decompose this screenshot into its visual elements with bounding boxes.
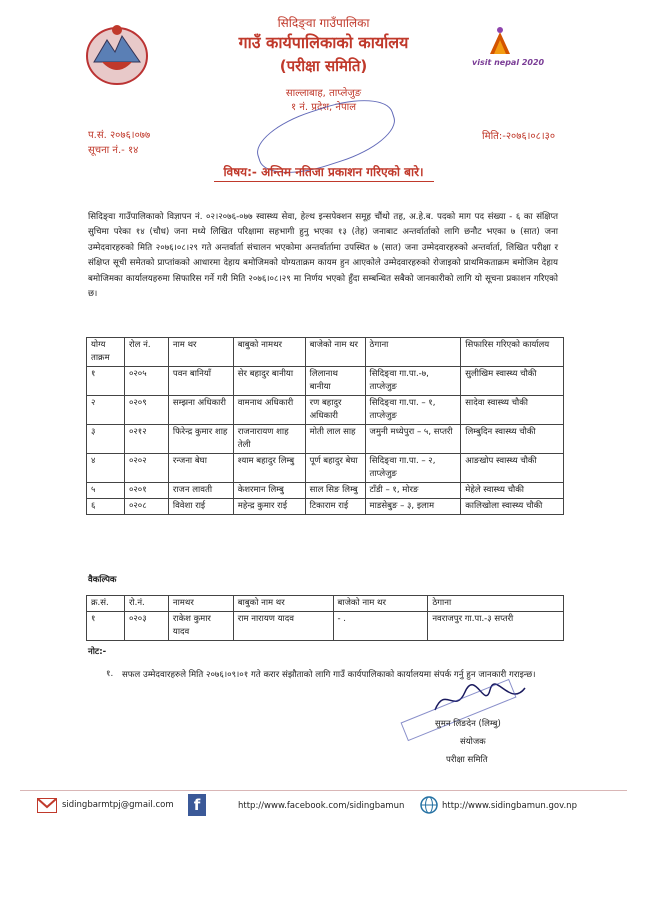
signatory-committee: परीक्षा समिति <box>446 755 488 765</box>
cell-name: राकेश कुमार यादव <box>168 612 233 641</box>
results-table <box>86 337 564 515</box>
col-header-grandfather: बाजेको नाम थर <box>333 596 428 612</box>
cell-office: सादेवा स्वास्थ्य चौकी <box>461 396 564 425</box>
col-header-name: नाम थर <box>168 338 233 367</box>
province-line: १ नं. प्रदेश, नेपाल <box>290 102 357 113</box>
cell-father: राजनारायण शाह तेली <box>233 425 305 454</box>
cell-name: विवेशा राई <box>168 499 233 515</box>
committee-title: (परीक्षा समिति) <box>279 57 368 75</box>
col-header-grandfather: बाजेको नाम थर <box>305 338 365 367</box>
subject-line: विषय:- अन्तिम नतिजा प्रकाशन गरिएको बारे। <box>223 165 424 179</box>
cell-name: फिरेन्द्र कुमार शाह <box>168 425 233 454</box>
col-header-office: सिफारिस गरिएको कार्यालय <box>461 338 564 367</box>
note-item-number: १. <box>106 669 114 679</box>
cell-rank: १ <box>87 367 125 396</box>
cell-father: राम नारायण यादव <box>233 612 333 641</box>
cell-grandfather: साल सिङ लिम्बु <box>305 483 365 499</box>
table-row <box>87 499 564 515</box>
cell-father: महेन्द्र कुमार राई <box>233 499 305 515</box>
municipality-name: सिदिङ्वा गाउँपालिका <box>277 16 370 30</box>
table-row <box>87 396 564 425</box>
col-header-father: बाबुको नाम थर <box>233 596 333 612</box>
cell-name: पवन बानियाँ <box>168 367 233 396</box>
table-row <box>87 454 564 483</box>
cell-grandfather: रण बहादुर अधिकारी <box>305 396 365 425</box>
cell-office: मेहेले स्वास्थ्य चौकी <box>461 483 564 499</box>
gmail-icon <box>37 798 57 813</box>
globe-icon <box>420 796 438 814</box>
cell-roll: ०२०१ <box>124 483 168 499</box>
cell-roll: ०२०३ <box>124 612 168 641</box>
col-header-address: ठेगाना <box>365 338 461 367</box>
cell-grandfather: टिकाराम राई <box>305 499 365 515</box>
col-header-rank: योग्य ताक्रम <box>87 338 125 367</box>
col-header-address: ठेगाना <box>428 596 564 612</box>
col-header-roll: रोल नं. <box>124 338 168 367</box>
table-row <box>87 483 564 499</box>
note-label: नोट:- <box>88 647 107 657</box>
cell-grandfather: - . <box>333 612 428 641</box>
cell-office: सुलीखिम स्वास्थ्य चौकी <box>461 367 564 396</box>
signatory-role: संयोजक <box>460 737 486 747</box>
table-header-row <box>87 596 564 612</box>
footer-email[interactable]: sidingbarmtpj@gmail.com <box>62 800 174 810</box>
cell-office: कालिखोला स्वास्थ्य चौकी <box>461 499 564 515</box>
office-title: गाउँ कार्यपालिकाको कार्यालय <box>238 33 409 52</box>
col-header-father: बाबुको नामथर <box>233 338 305 367</box>
cell-grandfather: पूर्ण बहादुर बेघा <box>305 454 365 483</box>
alternate-label: वैकल्पिक <box>88 575 117 585</box>
reference-block <box>88 128 150 158</box>
cell-address: सिदिङ्वा गा.पा. – २, ताप्लेजुङ <box>365 454 461 483</box>
cell-office: आङखोप स्वास्थ्य चौकी <box>461 454 564 483</box>
cell-address: माडसेबुङ – ३, इलाम <box>365 499 461 515</box>
cell-roll: ०२०२ <box>124 454 168 483</box>
cell-father: सेर बहादुर बानीया <box>233 367 305 396</box>
cell-address: नवराजपुर गा.पा.-३ सप्तरी <box>428 612 564 641</box>
table-row <box>87 425 564 454</box>
cell-sn: १ <box>87 612 125 641</box>
body-paragraph: सिदिङ्वा गाउँपालिकाको विज्ञापन नं. ०२।२०७६-०७७ स्वास्थ्य सेवा, हेल्थ इन्सपेक्शन समूह चौंथो तह, अ.हे.ब. पदको माग पद संख्या - ६ का संक्षिप्त सुचिमा परेका १४ (चौध) जना मध्ये लिखित परिक्षामा सहभागी हुनु भएका १३ (तेह) जनाबाट अन्तर्वार्ताको लागि छनौट भएका ७ (सात) जना उम्मेदवारहरुको मिति २०७६।०८।२९ गते अन्तर्वार्ता संचालन भएकोमा अन्तर्वार्तामा उपस्थित ७ (सात) जना उम्मेदवारहरुको अन्तर्वार्ता, लिखित परीक्षा र संक्षिप्त सूची समेतको प्राप्तांकको आधारमा देहाय बमोजिमको योग्यताक्रम कायम हुन आएकोले उम्मेदवारहरुको रोजाइको प्राथमिकताक्रम बमोजिम देहाय बमोजिमका कार्यालयहरुमा सिफारिस गर्ने गरी मिति २०७६।०८।२९ मा निर्णय भएको हुँदा सम्बन्धित सबैको जानकारीको लागि यो सूचना प्रकाशन गरिएको छ। <box>88 212 558 300</box>
table-header-row <box>87 338 564 367</box>
cell-father: वामनाथ अधिकारी <box>233 396 305 425</box>
footer-website-link[interactable]: http://www.sidingbamun.gov.np <box>442 801 577 811</box>
cell-grandfather: लिलानाथ बानीया <box>305 367 365 396</box>
footer-divider <box>20 790 627 791</box>
notice-date: मिति:-२०७६।०८।३० <box>482 131 556 142</box>
cell-roll: ०२०५ <box>124 367 168 396</box>
cell-address: सिदिङ्वा गा.पा. – १, ताप्लेजुङ <box>365 396 461 425</box>
cell-address: टाँडी – १, मोरङ <box>365 483 461 499</box>
notice-number: सूचना नं.- १४ <box>88 145 139 156</box>
cell-name: राजन लावती <box>168 483 233 499</box>
cell-roll: ०२०८ <box>124 499 168 515</box>
cell-address: सिदिङ्वा गा.पा.-७, ताप्लेजुङ <box>365 367 461 396</box>
col-header-roll: रो.नं. <box>124 596 168 612</box>
footer-facebook-link[interactable]: http://www.facebook.com/sidingbamun <box>238 801 405 811</box>
cell-office: लिम्बुदिन स्वास्थ्य चौकी <box>461 425 564 454</box>
col-header-name: नामथर <box>168 596 233 612</box>
cell-father: श्याम बहादुर लिम्बु <box>233 454 305 483</box>
cell-grandfather: मोती लाल साह <box>305 425 365 454</box>
cell-rank: ५ <box>87 483 125 499</box>
cell-rank: ४ <box>87 454 125 483</box>
subject-underline <box>214 181 434 182</box>
note-text: सफल उम्मेदवारहरुले मिति २०७६।०९।०१ गते करार संझौताको लागि गाउँ कार्यपालिकाको कार्यालयमा संपर्क गर्नु हुन जानकारी गराइन्छ। <box>122 670 536 680</box>
ps-number: प.सं. २०७६।०७७ <box>88 130 151 141</box>
visit-nepal-text: visit nepal 2020 <box>472 58 545 67</box>
office-address: साल्लाबाह, ताप्लेजुङ <box>285 88 362 99</box>
cell-rank: ६ <box>87 499 125 515</box>
signatory-name: सुमन लिङदेन (लिम्बु) <box>435 719 501 729</box>
alternate-table <box>86 595 564 641</box>
table-row <box>87 367 564 396</box>
cell-name: रन्जना बेघा <box>168 454 233 483</box>
cell-roll: ०२१२ <box>124 425 168 454</box>
cell-name: सम्झना अधिकारी <box>168 396 233 425</box>
col-header-sn: क्र.सं. <box>87 596 125 612</box>
cell-rank: ३ <box>87 425 125 454</box>
cell-address: जमुनी मध्येपुरा – ५, सप्तरी <box>365 425 461 454</box>
cell-rank: २ <box>87 396 125 425</box>
cell-father: केशरमान लिम्बु <box>233 483 305 499</box>
cell-roll: ०२०९ <box>124 396 168 425</box>
table-row <box>87 612 564 641</box>
facebook-icon: f <box>188 794 206 816</box>
